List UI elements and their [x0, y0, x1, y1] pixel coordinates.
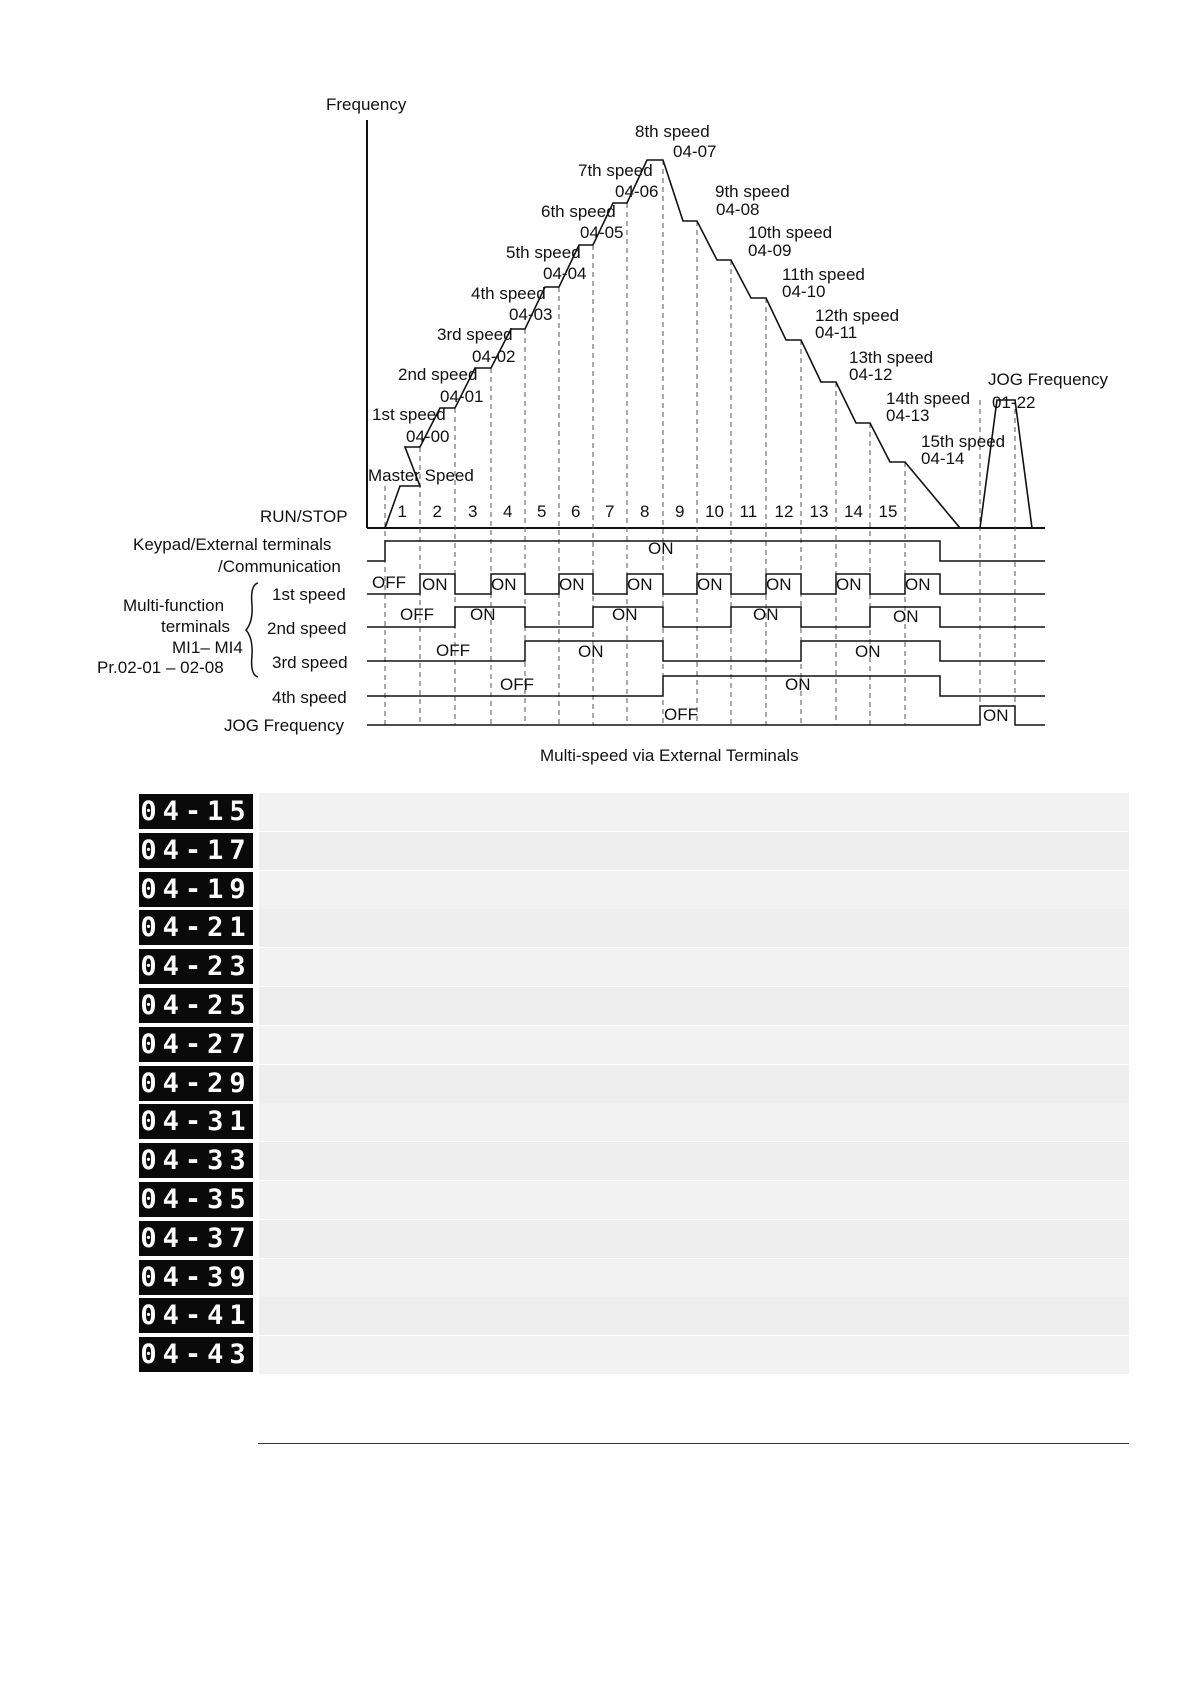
state-label: ON	[422, 575, 448, 594]
speed-name-label: 13th speed	[849, 348, 934, 367]
mf-label-3: MI1– MI4	[172, 638, 243, 657]
parameter-code-display: 04-17	[140, 834, 252, 866]
parameter-code-display: 04-37	[140, 1222, 252, 1254]
state-label: OFF	[372, 573, 406, 592]
step-number: 4	[503, 502, 513, 521]
speed-param-label: 04-09	[748, 241, 792, 260]
state-label: ON	[612, 605, 638, 624]
parameter-row	[139, 1103, 1129, 1141]
parameter-description-bar	[259, 1259, 1129, 1297]
speed-param-label: 04-02	[472, 347, 516, 366]
state-label: ON	[983, 706, 1009, 725]
state-label: ON	[470, 605, 496, 624]
parameter-description-bar	[259, 909, 1129, 947]
speed-name-label: 12th speed	[815, 306, 900, 325]
state-label: ON	[578, 642, 604, 661]
step-number: 5	[537, 502, 547, 521]
step-number: 6	[571, 502, 581, 521]
waveform-state-labels	[372, 539, 1009, 725]
state-label: OFF	[436, 641, 470, 660]
speed-name-label: 7th speed	[578, 161, 653, 180]
speed-param-label: 04-08	[716, 200, 760, 219]
parameter-row	[139, 1297, 1129, 1335]
mf-label-1: Multi-function	[123, 596, 225, 615]
diagram-title: Multi-speed via External Terminals	[540, 746, 799, 765]
step-number: 9	[675, 502, 685, 521]
state-label: OFF	[664, 705, 698, 724]
state-label: OFF	[500, 675, 534, 694]
speed-name-label: 6th speed	[541, 202, 616, 221]
parameter-row	[139, 1181, 1129, 1219]
parameter-row	[139, 987, 1129, 1025]
step-number: 8	[640, 502, 650, 521]
row-label-4th-speed: 4th speed	[272, 688, 347, 707]
parameter-description-bar	[259, 948, 1129, 986]
state-label: ON	[893, 607, 919, 626]
waveform-line	[367, 541, 1045, 561]
state-label: ON	[766, 575, 792, 594]
state-label: ON	[753, 605, 779, 624]
parameter-description-bar	[259, 1142, 1129, 1180]
master-speed-label: Master Speed	[368, 466, 474, 485]
run-stop-label: RUN/STOP	[260, 507, 348, 526]
waveform-line	[367, 706, 1045, 725]
step-number: 13	[809, 502, 829, 521]
step-number: 3	[468, 502, 478, 521]
keypad-label-2: /Communication	[218, 557, 341, 576]
speed-param-label: 04-00	[406, 427, 450, 446]
parameter-row	[139, 948, 1129, 986]
mf-label-2: terminals	[161, 617, 230, 636]
row-label-1st-speed: 1st speed	[272, 585, 346, 604]
parameter-description-bar	[259, 1103, 1129, 1141]
speed-name-label: 11th speed	[782, 265, 865, 284]
speed-name-label: 10th speed	[748, 223, 833, 242]
parameter-description-bar	[259, 987, 1129, 1025]
speed-param-label: 04-14	[921, 449, 965, 468]
state-label: ON	[905, 575, 931, 594]
parameter-code-display: 04-43	[140, 1339, 252, 1371]
speed-name-label: 9th speed	[715, 182, 790, 201]
speed-param-label: 04-07	[673, 142, 717, 161]
speed-param-label: 04-06	[615, 182, 659, 201]
speed-param-label: 04-03	[509, 305, 553, 324]
speed-param-label: 04-11	[815, 323, 858, 342]
step-number: 10	[705, 502, 724, 521]
bottom-divider	[258, 1443, 1129, 1444]
speed-name-label: 5th speed	[506, 243, 581, 262]
waveform-line	[367, 607, 1045, 627]
speed-name-label: 2nd speed	[398, 365, 478, 384]
row-label-3rd-speed: 3rd speed	[272, 653, 348, 672]
speed-param-label: 04-10	[782, 282, 826, 301]
parameter-description-bar	[259, 1220, 1129, 1258]
parameter-code-display: 04-25	[140, 990, 252, 1021]
terminal-waveforms	[367, 541, 1045, 725]
brace-icon	[246, 583, 258, 677]
parameter-description-bar	[259, 1181, 1129, 1219]
speed-param-label: 04-04	[543, 264, 587, 283]
row-label-jog: JOG Frequency	[224, 716, 344, 735]
state-label: ON	[559, 575, 585, 594]
parameter-row	[139, 832, 1129, 870]
parameter-description-bar	[259, 1336, 1129, 1374]
parameter-code-display: 04-15	[140, 796, 252, 827]
step-number: 12	[774, 502, 794, 521]
parameter-description-bar	[259, 871, 1129, 909]
step-number: 2	[432, 502, 442, 521]
parameter-description-bar	[259, 1026, 1129, 1064]
speed-name-label: 4th speed	[471, 284, 546, 303]
state-label: ON	[627, 575, 653, 594]
parameter-code-display: 04-35	[140, 1184, 252, 1215]
speed-labels	[372, 122, 1005, 468]
parameter-code-display: 04-31	[140, 1106, 252, 1138]
parameter-code-display: 04-27	[140, 1028, 252, 1060]
parameter-description-bar	[259, 1297, 1129, 1335]
parameter-row	[139, 871, 1129, 909]
state-label: ON	[785, 675, 811, 694]
step-number: 14	[844, 502, 863, 521]
frequency-axis-label: Frequency	[326, 95, 407, 114]
parameter-description-bar	[259, 793, 1129, 831]
parameter-row	[139, 1026, 1129, 1064]
parameter-code-display: 04-23	[140, 951, 252, 983]
state-label: ON	[648, 539, 674, 558]
parameter-row	[139, 909, 1129, 947]
parameter-description-bar	[259, 832, 1129, 870]
parameter-row	[139, 1259, 1129, 1297]
row-label-2nd-speed: 2nd speed	[267, 619, 347, 638]
parameter-code-display: 04-41	[140, 1300, 252, 1332]
step-number: 1	[397, 502, 407, 521]
mf-label-4: Pr.02-01 – 02-08	[97, 658, 224, 677]
waveform-line	[367, 676, 1045, 696]
parameter-row	[139, 1220, 1129, 1258]
step-number: 7	[605, 502, 615, 521]
step-numbers	[398, 502, 898, 521]
speed-param-label: 04-01	[440, 387, 484, 406]
jog-frequency-label: JOG Frequency	[988, 370, 1108, 389]
speed-param-label: 04-12	[849, 365, 893, 384]
state-label: ON	[491, 575, 517, 594]
parameter-row	[139, 1065, 1129, 1103]
jog-param-label: 01-22	[992, 393, 1036, 412]
keypad-label-1: Keypad/External terminals	[133, 535, 332, 554]
speed-name-label: 14th speed	[886, 389, 971, 408]
parameter-row	[139, 793, 1129, 831]
step-number: 11	[739, 502, 758, 521]
parameter-code-display: 04-29	[140, 1067, 252, 1099]
speed-name-label: 15th speed	[921, 432, 1006, 451]
parameter-description-bar	[259, 1065, 1129, 1103]
multi-speed-timing-diagram	[0, 0, 1190, 770]
speed-param-label: 04-13	[886, 406, 930, 425]
speed-name-label: 1st speed	[372, 405, 446, 424]
state-label: ON	[697, 575, 723, 594]
jog-frequency-profile	[980, 400, 1032, 528]
parameter-code-display: 04-21	[140, 912, 252, 944]
parameter-code-display: 04-19	[140, 873, 252, 905]
speed-name-label: 8th speed	[635, 122, 710, 141]
state-label: OFF	[400, 605, 434, 624]
parameter-code-display: 04-39	[140, 1261, 252, 1293]
speed-name-label: 3rd speed	[437, 325, 513, 344]
state-label: ON	[836, 575, 862, 594]
state-label: ON	[855, 642, 881, 661]
step-number: 15	[878, 502, 898, 521]
parameter-row	[139, 1336, 1129, 1374]
parameter-code-display: 04-33	[140, 1145, 252, 1177]
speed-param-label: 04-05	[580, 223, 624, 242]
parameter-row	[139, 1142, 1129, 1180]
